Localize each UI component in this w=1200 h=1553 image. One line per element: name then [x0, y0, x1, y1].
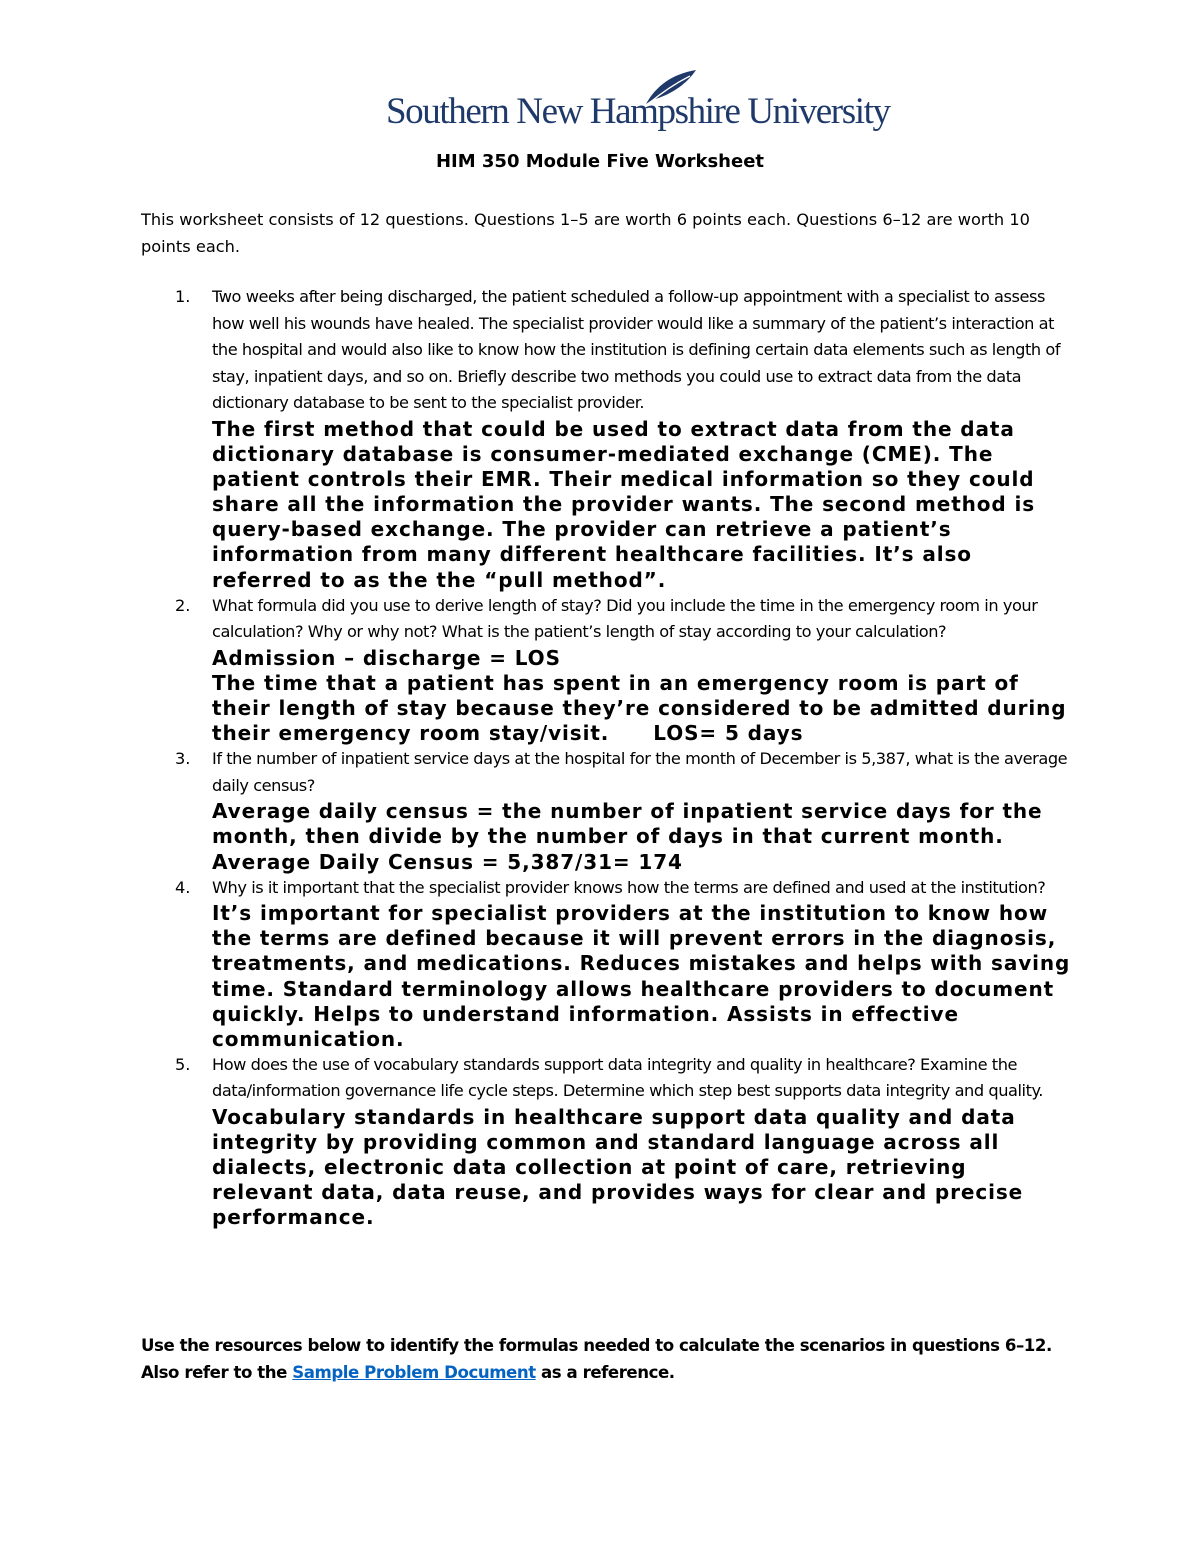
answer-text [212, 671, 1071, 746]
question-2 [141, 593, 1071, 747]
question-number: 1. [175, 287, 191, 306]
answer-body: The time that a patient has spent in an emergency room is part of their length of stay because they’re considered to be admitted during their emergency room stay/visit. [212, 670, 1067, 746]
footer-instructions [141, 1332, 1091, 1386]
footer-line-1: Use the resources below to identify the formulas needed to calculate the scenarios in questions 6–12. [141, 1336, 1052, 1355]
question-text: If the number of inpatient service days at the hospital for the month of December is 5,387, what is the average daily census? [212, 749, 1068, 795]
question-3 [141, 746, 1071, 874]
answer-los: LOS= 5 days [653, 721, 804, 746]
answer-calculation: Average Daily Census = 5,387/31= 174 [212, 849, 683, 874]
question-number: 4. [175, 877, 191, 897]
answer-formula: Admission – discharge = LOS [212, 645, 561, 670]
question-4 [141, 875, 1071, 1052]
footer-suffix: as a reference. [535, 1363, 675, 1382]
answer-text: The first method that could be used to extract data from the data dictionary database is consumer-mediated exchange (CME). The patient controls their EMR. Their medical information so they could share all the information the provider wants. The second method is query-based exchange. The provider can retrieve a patient’s information from many different healthcare facilities. It’s also referred to as the the “pull method”. [212, 416, 1036, 592]
question-1 [141, 284, 1071, 593]
intro-paragraph: This worksheet consists of 12 questions. Questions 1–5 are worth 6 points each. Questions 6–12 are worth 10 points each. [141, 210, 1030, 256]
sample-problem-document-link[interactable]: Sample Problem Document [292, 1363, 536, 1382]
university-logo [386, 68, 890, 138]
page-title: HIM 350 Module Five Worksheet [435, 151, 765, 172]
question-text: What formula did you use to derive length of stay? Did you include the time in the emergency room in your calculation? Why or why not? What is the patient’s length of stay according to your calculation? [212, 595, 1038, 642]
footer-prefix: Also refer to the [141, 1363, 293, 1382]
question-number: 5. [175, 1054, 191, 1074]
logo-wordmark: Southern New Hampshire University [386, 91, 890, 132]
answer-text: Average daily census = the number of inpatient service days for the month, then divide by the number of days in that current month. [212, 799, 1043, 849]
answer-text: Vocabulary standards in healthcare support data quality and data integrity by providing common and standard language across all dialects, electronic data collection at point of care, retrieving relevant data, data reuse, and provides ways for clear and precise performance. [212, 1105, 1024, 1230]
question-5 [141, 1052, 1071, 1231]
footer-line-2 [141, 1359, 1091, 1386]
answer-text: It’s important for specialist providers at the institution to know how the terms are defined because it will prevent errors in the diagnosis, treatments, and medications. Reduces mistakes and helps with saving time. Standard terminology allows healthcare providers to document quickly. Helps to understand information. Assists in effective communication. [212, 901, 1071, 1051]
question-number: 3. [175, 749, 191, 769]
question-number: 2. [175, 595, 191, 615]
question-text: Two weeks after being discharged, the patient scheduled a follow-up appointment with a specialist to assess how well his wounds have healed. The specialist provider would like a summary of the patient’s interaction at the hospital and would also like to know how the institution is defining certain data elements such as length of stay, inpatient days, and so on. Briefly describe two methods you could use to extract data from the data dictionary database to be sent to the specialist provider. [212, 287, 1061, 413]
question-text: How does the use of vocabulary standards support data integrity and quality in healthcare? Examine the data/information governance life cycle steps. Determine which step best supports data integrity and quality. [212, 1054, 1044, 1101]
question-text: Why is it important that the specialist provider knows how the terms are defined and used at the institution? [212, 877, 1046, 897]
question-list [141, 284, 1071, 1230]
